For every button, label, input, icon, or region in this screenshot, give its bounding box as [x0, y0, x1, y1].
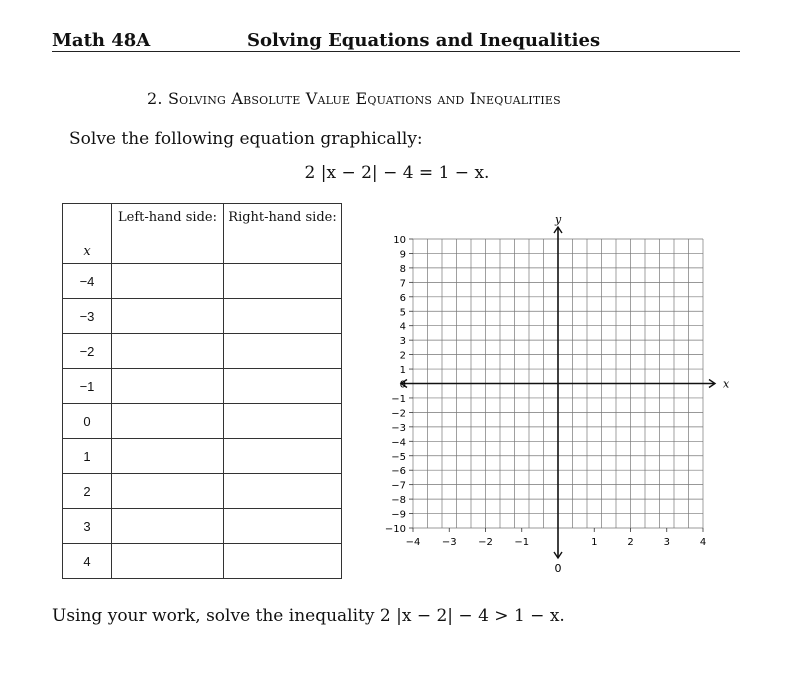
y-tick-label: 7 — [399, 278, 406, 290]
right-side-cell[interactable] — [224, 404, 342, 439]
right-side-header: Right-hand side: — [224, 204, 342, 264]
coordinate-grid[interactable] — [375, 206, 755, 576]
x-tick-label: 4 — [699, 537, 707, 548]
x-value-cell: 2 — [63, 474, 112, 509]
x-tick-label: 3 — [663, 537, 670, 548]
x-value-cell: −4 — [63, 264, 112, 299]
x-value-cell: 1 — [63, 439, 112, 474]
y-tick-label: 8 — [399, 263, 406, 275]
table-row — [63, 299, 342, 334]
x-tick-labels — [406, 537, 707, 548]
table-row — [63, 404, 342, 439]
y-tick-labels — [385, 235, 406, 535]
x-value-cell: −2 — [63, 334, 112, 369]
axes — [401, 227, 715, 558]
y-axis-label: y — [555, 213, 562, 226]
right-side-cell[interactable] — [224, 264, 342, 299]
x-tick-label: 1 — [591, 537, 598, 548]
y-tick-label: −7 — [391, 480, 406, 492]
y-tick-label: −2 — [391, 408, 406, 420]
table-row — [63, 474, 342, 509]
instruction-text: Solve the following equation graphically: — [69, 129, 423, 149]
y-tick-label: 10 — [393, 235, 406, 246]
y-tick-label: −3 — [391, 422, 406, 434]
y-tick-label: −5 — [391, 451, 406, 463]
right-side-cell[interactable] — [224, 509, 342, 544]
table-row — [63, 439, 342, 474]
y-tick-label: −8 — [391, 495, 406, 507]
y-tick-label: 5 — [399, 307, 406, 319]
page-title: Solving Equations and Inequalities — [247, 30, 601, 51]
table-row — [63, 509, 342, 544]
left-side-cell[interactable] — [112, 474, 224, 509]
left-side-cell[interactable] — [112, 299, 224, 334]
y-tick-label: 6 — [399, 292, 406, 304]
y-tick-label: −1 — [391, 393, 406, 405]
x-value-cell: 4 — [63, 544, 112, 579]
x-tick-label: −1 — [514, 537, 530, 548]
y-tick-label: 4 — [399, 321, 406, 333]
left-side-cell[interactable] — [112, 544, 224, 579]
left-side-cell[interactable] — [112, 439, 224, 474]
values-table — [62, 203, 342, 579]
right-side-cell[interactable] — [224, 474, 342, 509]
equation: 2 |x − 2| − 4 = 1 − x. — [304, 163, 490, 183]
left-side-cell[interactable] — [112, 264, 224, 299]
y-tick-label: 2 — [399, 350, 406, 362]
x-tick-label: −3 — [441, 537, 457, 548]
y-tick-label: −10 — [384, 524, 406, 535]
x-value-cell: −3 — [63, 299, 112, 334]
x-tick-label: 2 — [627, 537, 634, 548]
x-column-header: x — [63, 204, 112, 264]
right-side-cell[interactable] — [224, 334, 342, 369]
table-row — [63, 264, 342, 299]
y-tick-label: 9 — [399, 249, 406, 261]
table-row — [63, 369, 342, 404]
right-side-cell[interactable] — [224, 544, 342, 579]
y-tick-label: −4 — [391, 437, 406, 449]
table-row — [63, 334, 342, 369]
y-tick-label: −6 — [391, 466, 406, 478]
left-side-cell[interactable] — [112, 509, 224, 544]
section-title: 2. Solving Absolute Value Equations and Inequalities — [147, 89, 561, 108]
table-header-row — [63, 204, 342, 264]
y-tick-label: 0 — [399, 379, 406, 391]
x-value-cell: −1 — [63, 369, 112, 404]
x-origin-label: 0 — [554, 562, 562, 575]
inequality-question: Using your work, solve the inequality 2 |x − 2| − 4 > 1 − x. — [52, 606, 565, 626]
left-side-cell[interactable] — [112, 334, 224, 369]
y-tick-label: −9 — [391, 509, 406, 521]
right-side-cell[interactable] — [224, 439, 342, 474]
x-tick-label: −2 — [478, 537, 493, 548]
y-tick-label: 3 — [399, 336, 406, 348]
right-side-cell[interactable] — [224, 299, 342, 334]
x-axis-label: x — [723, 377, 730, 391]
y-tick-label: 1 — [399, 365, 406, 377]
x-value-cell: 0 — [63, 404, 112, 439]
left-side-cell[interactable] — [112, 404, 224, 439]
left-side-header: Left-hand side: — [112, 204, 224, 264]
course-label: Math 48A — [52, 30, 151, 51]
header-rule — [52, 51, 740, 52]
x-value-cell: 3 — [63, 509, 112, 544]
right-side-cell[interactable] — [224, 369, 342, 404]
x-tick-label: −4 — [405, 537, 421, 548]
left-side-cell[interactable] — [112, 369, 224, 404]
table-row — [63, 544, 342, 579]
